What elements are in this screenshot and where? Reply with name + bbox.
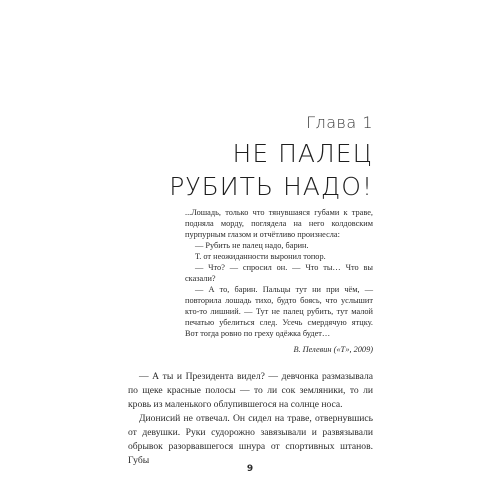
chapter-title-line: РУБИТЬ НАДО! (169, 172, 373, 201)
epigraph-source: В. Пелевин («Т», 2009) (293, 345, 373, 354)
page-number: 9 (246, 464, 254, 474)
body-paragraph: — А ты и Президента видел? — девчонка размазывала по щеке красные полосы — то ли сок земляники, то ли кровь из маленького облупившегося на солнце носа. (128, 371, 373, 410)
epigraph-paragraph: ...Лошадь, только что тянувшаяся губами к траве, подняла морду, поглядела на него колдовским пурпурным глазом и отчётливо произнесла: (185, 208, 373, 239)
epigraph (185, 207, 373, 355)
body-text (128, 370, 373, 468)
chapter-label: Глава 1 (306, 113, 373, 132)
epigraph-paragraph: — А то, барин. Пальцы тут ни при чём, — повторила лошадь тихо, будто боясь, что услышит кто-то лишний. — Тут не палец рубить, тут малой печатью убелиться след. Усечь смердячую ятцку. Вот тогда ровно по греху одёжка будет… (185, 285, 373, 338)
chapter-title-line: НЕ ПАЛЕЦ (232, 139, 373, 168)
epigraph-paragraph: Т. от неожиданности выронил топор. (195, 252, 326, 261)
body-paragraph: Дионисий не отвечал. Он сидел на траве, отвернувшись от девушки. Руки судорожно завязывали и развязывали обрывок разорвавшегося шнура от спортивных штанов. Губы (128, 413, 373, 466)
epigraph-paragraph: — Что? — спросил он. — Что ты… Что вы сказали? (185, 263, 373, 283)
chapter-title (169, 137, 373, 203)
epigraph-paragraph: — Рубить не палец надо, барин. (195, 241, 309, 250)
